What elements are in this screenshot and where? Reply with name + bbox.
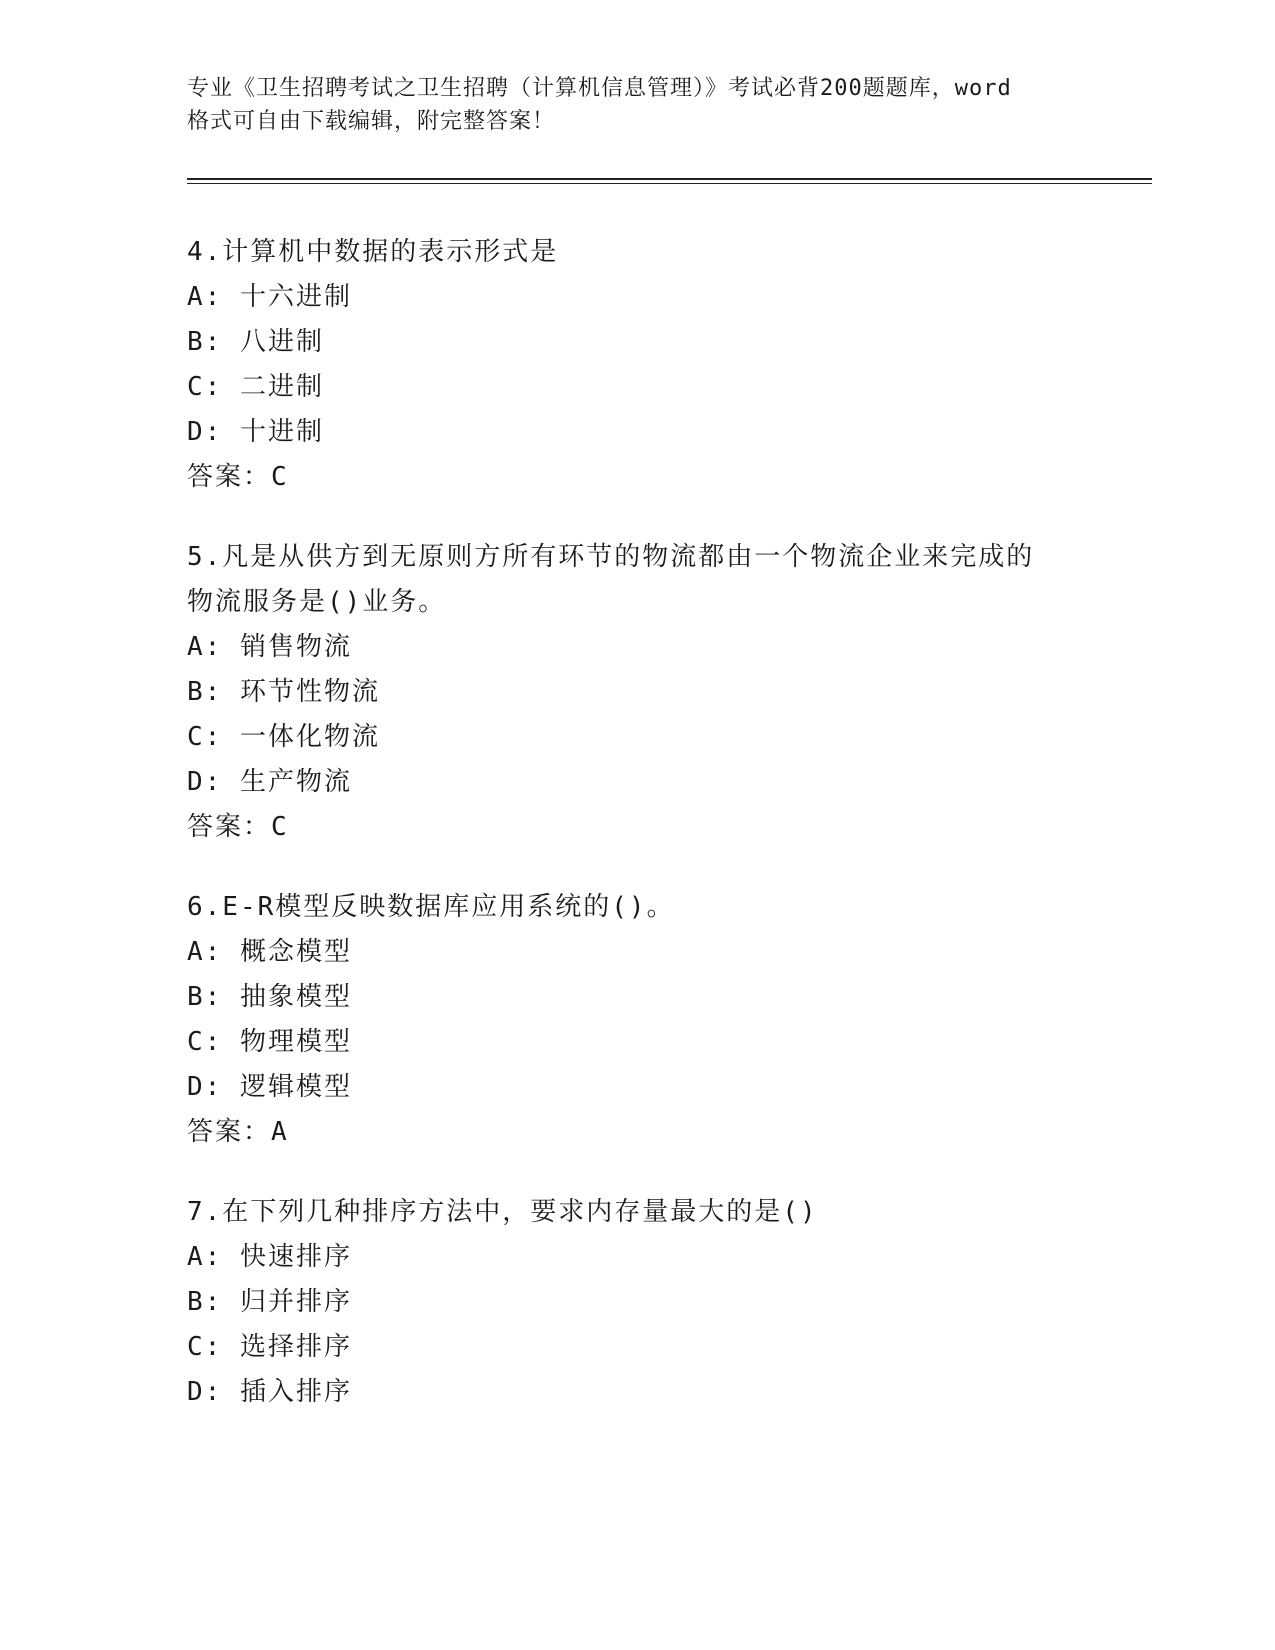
answer-label: 答案：: [187, 1117, 272, 1147]
option-b: B: 抽象模型: [187, 982, 352, 1012]
answer-value: A: [271, 1117, 289, 1147]
option-d: D: 逻辑模型: [187, 1072, 352, 1102]
answer-label: 答案：: [187, 812, 272, 842]
option-b: B: 八进制: [187, 327, 324, 357]
option-b: B: 环节性物流: [187, 677, 380, 707]
option-a: A: 十六进制: [187, 282, 352, 312]
question-6: [187, 885, 1087, 1155]
option-c: C: 选择排序: [187, 1332, 352, 1362]
answer-line: [187, 455, 1087, 500]
option-d: D: 十进制: [187, 417, 324, 447]
answer-line: [187, 805, 1087, 850]
question-stem: 6.E-R模型反映数据库应用系统的()。: [187, 892, 675, 922]
option-a: A: 快速排序: [187, 1242, 352, 1272]
option-c: C: 一体化物流: [187, 722, 380, 752]
question-stem: 7.在下列几种排序方法中，要求内存量最大的是(): [187, 1197, 818, 1227]
option-d: D: 插入排序: [187, 1377, 352, 1407]
question-4: [187, 230, 1087, 500]
question-7: [187, 1190, 1087, 1415]
question-stem: 4.计算机中数据的表示形式是: [187, 237, 559, 267]
option-a: A: 销售物流: [187, 632, 352, 662]
option-d: D: 生产物流: [187, 767, 352, 797]
answer-value: C: [271, 812, 289, 842]
option-a: A: 概念模型: [187, 937, 352, 967]
option-c: C: 二进制: [187, 372, 324, 402]
question-5: [187, 535, 1087, 850]
header-line-2: 格式可自由下载编辑，附完整答案！: [187, 109, 556, 134]
answer-value: C: [271, 462, 289, 492]
answer-line: [187, 1110, 1087, 1155]
document-header: [187, 72, 1087, 138]
question-stem-continued: 物流服务是()业务。: [187, 587, 447, 617]
header-line-1: 专业《卫生招聘考试之卫生招聘（计算机信息管理）》考试必背200题题库，word: [187, 76, 1012, 101]
answer-label: 答案：: [187, 462, 272, 492]
header-divider-thin: [187, 183, 1152, 184]
header-divider-thick: [187, 178, 1152, 180]
question-stem: 5.凡是从供方到无原则方所有环节的物流都由一个物流企业来完成的: [187, 542, 1035, 572]
option-c: C: 物理模型: [187, 1027, 352, 1057]
option-b: B: 归并排序: [187, 1287, 352, 1317]
